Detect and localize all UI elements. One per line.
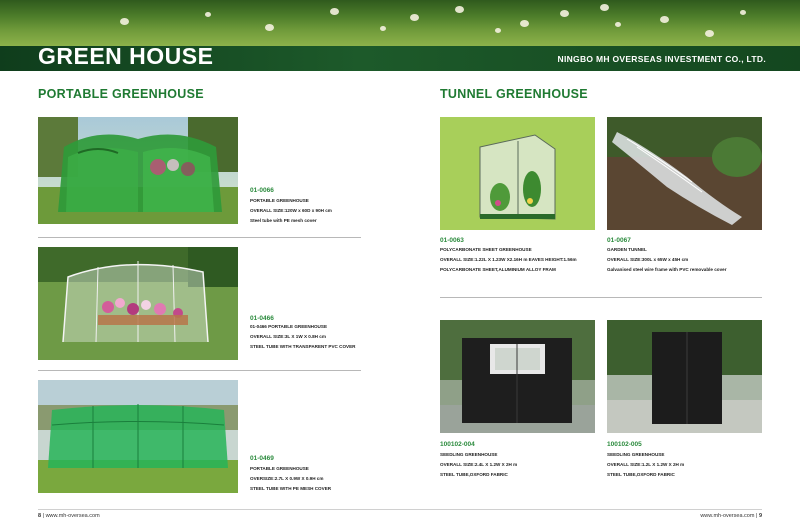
product-code: 100102-004 — [440, 441, 475, 448]
product-photo-01-0469 — [38, 380, 238, 493]
product-photo-01-0466 — [38, 247, 238, 360]
footer-separator: | — [42, 513, 45, 519]
product-size: OVERALL SIZE:300L x 65W x 45H cm — [607, 257, 689, 262]
product-material: Galvanised steel wire frame with PVC removable cover — [607, 267, 727, 272]
product-photo-01-0063 — [440, 117, 595, 230]
product-size: OVERALL SIZE:120W x 60D x 90H cm — [250, 208, 332, 213]
portable-section-title: PORTABLE GREENHOUSE — [38, 87, 204, 101]
product-material: STEEL TUBE WITH PE MESH COVER — [250, 486, 332, 491]
product-photo-01-0067 — [607, 117, 762, 230]
footer-right — [700, 513, 762, 519]
product-size: OVERSIZE:2.7L X 0.9W X 0.9H cm — [250, 476, 324, 481]
product-code: 100102-005 — [607, 441, 642, 448]
product-size: OVERALL SIZE:1.22L X 1.23W X2.16H m EAVES HEIGHT:1.56m — [440, 257, 577, 262]
product-size: OVERALL SIZE:2.4L X 1.2W X 2H m — [440, 462, 518, 467]
product-code: 01-0466 — [250, 315, 274, 322]
product-material: STEEL TUBE,OXFORD FABRIC — [607, 472, 675, 477]
product-name: POLYCARBONATE SHEET GREENHOUSE — [440, 247, 532, 252]
divider — [38, 370, 361, 371]
product-material: POLYCARBONATE SHEET,ALUMINIUM ALLOY FRAM — [440, 267, 556, 272]
right-page-number: 9 — [758, 513, 762, 519]
product-photo-100102-004 — [440, 320, 595, 433]
company-name: NINGBO MH OVERSEAS INVESTMENT CO., LTD. — [557, 54, 766, 64]
product-code: 01-0067 — [607, 237, 631, 244]
product-code: 01-0063 — [440, 237, 464, 244]
banner-photo — [0, 0, 800, 46]
product-size: OVERALL SIZE:1.2L X 1.2W X 2H m — [607, 462, 685, 467]
left-page-number: 8 — [38, 513, 42, 519]
header-banner — [0, 0, 800, 71]
footer-divider — [38, 509, 762, 510]
footer-left — [38, 513, 100, 519]
product-name: GARDEN TUNNEL — [607, 247, 647, 252]
right-website: www.mh-oversea.com — [700, 513, 755, 519]
product-name: PORTABLE GREENHOUSE — [250, 198, 309, 203]
footer-separator: | — [755, 513, 758, 519]
product-photo-01-0066 — [38, 117, 238, 224]
product-name: SEEDLING GREENHOUSE — [440, 452, 498, 457]
page-title: GREEN HOUSE — [38, 43, 214, 69]
product-material: STEEL TUBE WITH TRANSPARENT PVC COVER — [250, 344, 356, 349]
product-size: OVERALL SIZE:3L X 1W X 0.8H cm — [250, 334, 326, 339]
product-name: 01-0466 PORTABLE GREENHOUSE — [250, 324, 328, 329]
product-material: Steel tube with PE mesh cover — [250, 218, 317, 223]
divider — [38, 237, 361, 238]
product-name: SEEDLING GREENHOUSE — [607, 452, 665, 457]
product-photo-100102-005 — [607, 320, 762, 433]
product-code: 01-0469 — [250, 455, 274, 462]
tunnel-section-title: TUNNEL GREENHOUSE — [440, 87, 588, 101]
product-code: 01-0066 — [250, 187, 274, 194]
divider — [440, 297, 762, 298]
product-material: STEEL TUBE,OXFORD FABRIC — [440, 472, 508, 477]
product-name: PORTABLE GREENHOUSE — [250, 466, 309, 471]
left-website: www.mh-oversea.com — [45, 513, 100, 519]
